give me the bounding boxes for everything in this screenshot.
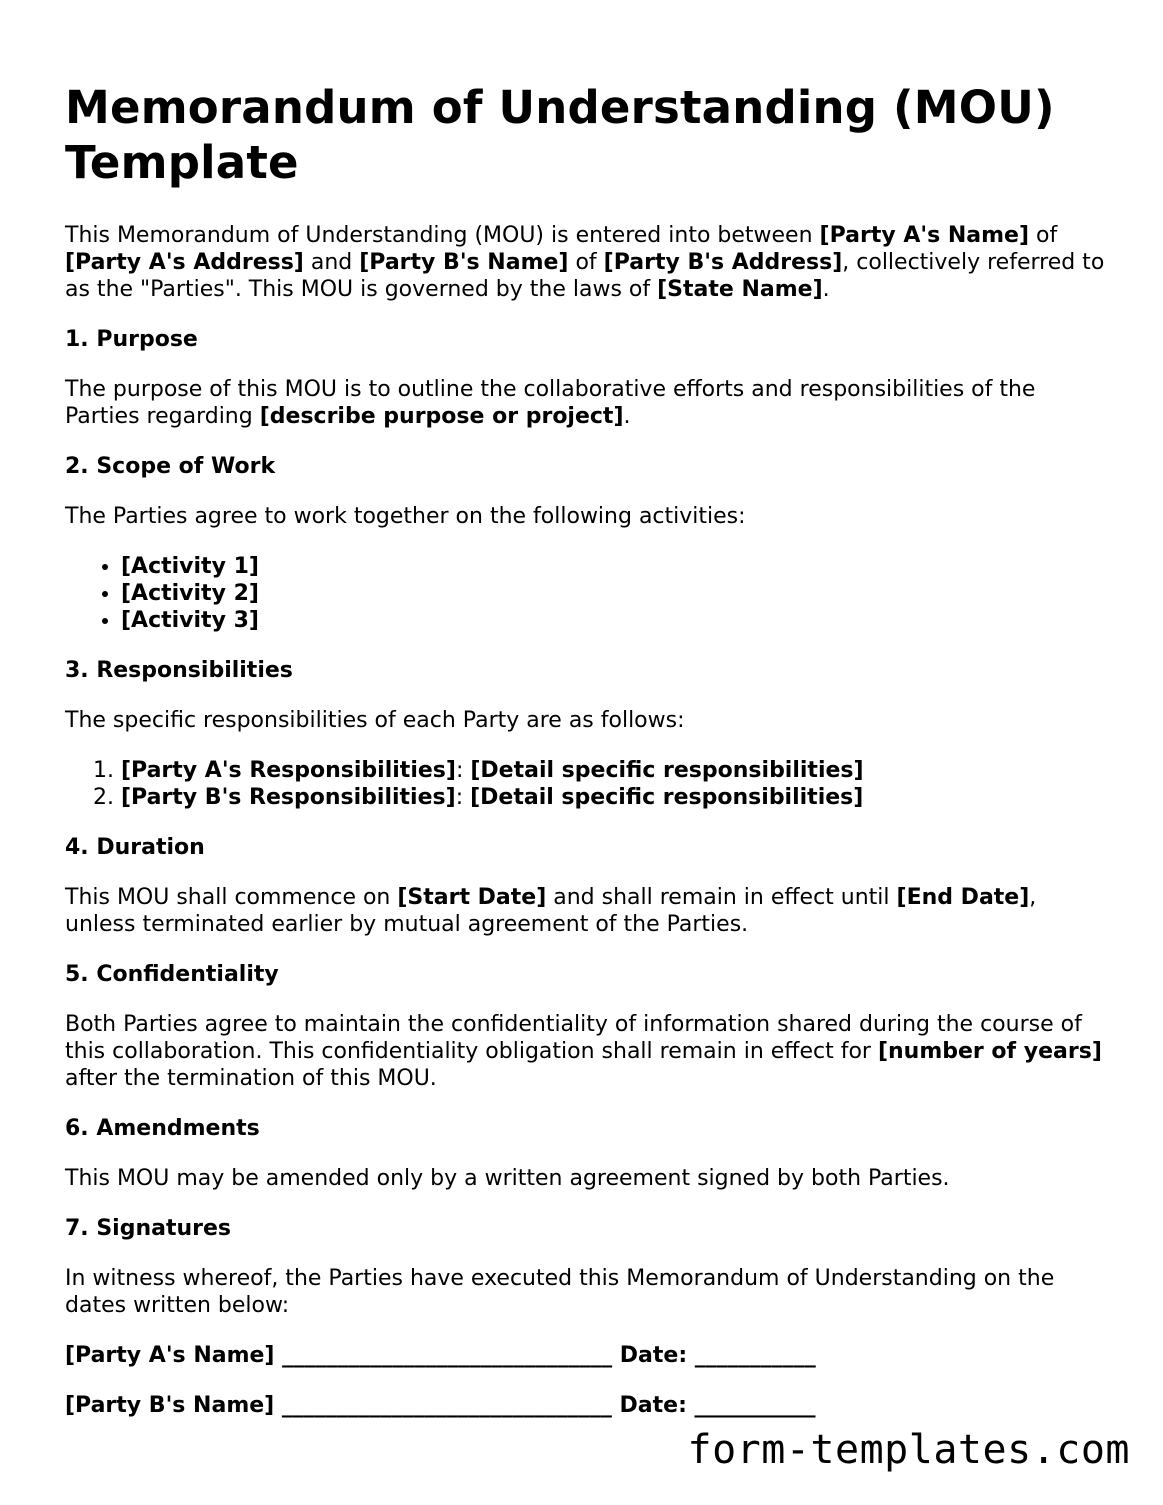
section-heading-responsibilities: 3. Responsibilities: [65, 658, 293, 683]
state-name-placeholder: [State Name]: [657, 277, 823, 302]
confidentiality-text: after the termination of this MOU.: [65, 1066, 437, 1091]
party-a-address-placeholder: [Party A's Address]: [65, 250, 304, 275]
section-heading-confidentiality: 5. Confidentiality: [65, 962, 279, 987]
activity-placeholder: [Activity 3]: [121, 608, 259, 633]
document-page: [65, 80, 1105, 1442]
duration-text: and shall remain in effect until: [546, 885, 897, 910]
intro-text: and: [303, 250, 360, 275]
list-item: [121, 580, 1105, 607]
party-responsibilities-placeholder: [Party A's Responsibilities]: [121, 758, 456, 783]
purpose-text: The purpose of this MOU is to outline the collaborative efforts and responsibilities of the Parties regarding: [65, 377, 1036, 429]
signature-line-party-a[interactable]: [Party A's Name] ______________________________ Date: ___________: [65, 1343, 816, 1368]
start-date-placeholder: [Start Date]: [397, 885, 547, 910]
end-date-placeholder: [End Date]: [896, 885, 1030, 910]
list-item: [121, 757, 1105, 784]
list-item: [121, 784, 1105, 811]
site-watermark: form-templates.com: [687, 1427, 1130, 1473]
intro-text: This Memorandum of Understanding (MOU) is entered into between: [65, 223, 820, 248]
activity-list: [65, 553, 1105, 634]
purpose-text: .: [623, 404, 631, 429]
responsibilities-paragraph: The specific responsibilities of each Party are as follows:: [65, 708, 685, 733]
scope-paragraph: The Parties agree to work together on the following activities:: [65, 504, 746, 529]
party-b-address-placeholder: [Party B's Address]: [603, 250, 843, 275]
intro-text: , collectively referred to as the "Parties". This MOU is governed by the laws of: [65, 250, 1105, 302]
party-b-name-placeholder: [Party B's Name]: [359, 250, 569, 275]
document-title: Memorandum of Understanding (MOU) Template: [65, 81, 1055, 189]
section-heading-purpose: 1. Purpose: [65, 327, 198, 352]
detail-responsibilities-placeholder: [Detail specific responsibilities]: [470, 758, 864, 783]
detail-responsibilities-placeholder: [Detail specific responsibilities]: [470, 785, 864, 810]
party-a-name-placeholder: [Party A's Name]: [819, 223, 1030, 248]
purpose-paragraph: [65, 376, 1105, 430]
activity-placeholder: [Activity 2]: [121, 581, 259, 606]
duration-text: This MOU shall commence on: [65, 885, 398, 910]
list-item: [121, 553, 1105, 580]
intro-paragraph: [65, 222, 1105, 303]
intro-text: of: [1029, 223, 1058, 248]
duration-text: , unless terminated earlier by mutual agreement of the Parties.: [65, 885, 1037, 937]
years-placeholder: [number of years]: [877, 1039, 1102, 1064]
intro-text: of: [568, 250, 604, 275]
purpose-placeholder: [describe purpose or project]: [259, 404, 624, 429]
intro-text: .: [822, 277, 830, 302]
activity-placeholder: [Activity 1]: [121, 554, 259, 579]
confidentiality-paragraph: [65, 1011, 1105, 1092]
amendments-paragraph: This MOU may be amended only by a written agreement signed by both Parties.: [65, 1166, 950, 1191]
separator: :: [455, 758, 471, 783]
signatures-paragraph: In witness whereof, the Parties have executed this Memorandum of Understanding on the dates written below:: [65, 1266, 1055, 1318]
signature-line-party-b[interactable]: [Party B's Name] ______________________________ Date: ___________: [65, 1393, 816, 1418]
section-heading-amendments: 6. Amendments: [65, 1116, 260, 1141]
confidentiality-text: Both Parties agree to maintain the confidentiality of information shared during the course of this collaboration. This confidentiality obligation shall remain in effect for: [65, 1012, 1082, 1064]
separator: :: [455, 785, 471, 810]
responsibilities-list: [65, 757, 1105, 811]
section-heading-duration: 4. Duration: [65, 835, 205, 860]
section-heading-scope: 2. Scope of Work: [65, 454, 276, 479]
section-heading-signatures: 7. Signatures: [65, 1216, 232, 1241]
party-responsibilities-placeholder: [Party B's Responsibilities]: [121, 785, 456, 810]
list-item: [121, 607, 1105, 634]
duration-paragraph: [65, 884, 1105, 938]
